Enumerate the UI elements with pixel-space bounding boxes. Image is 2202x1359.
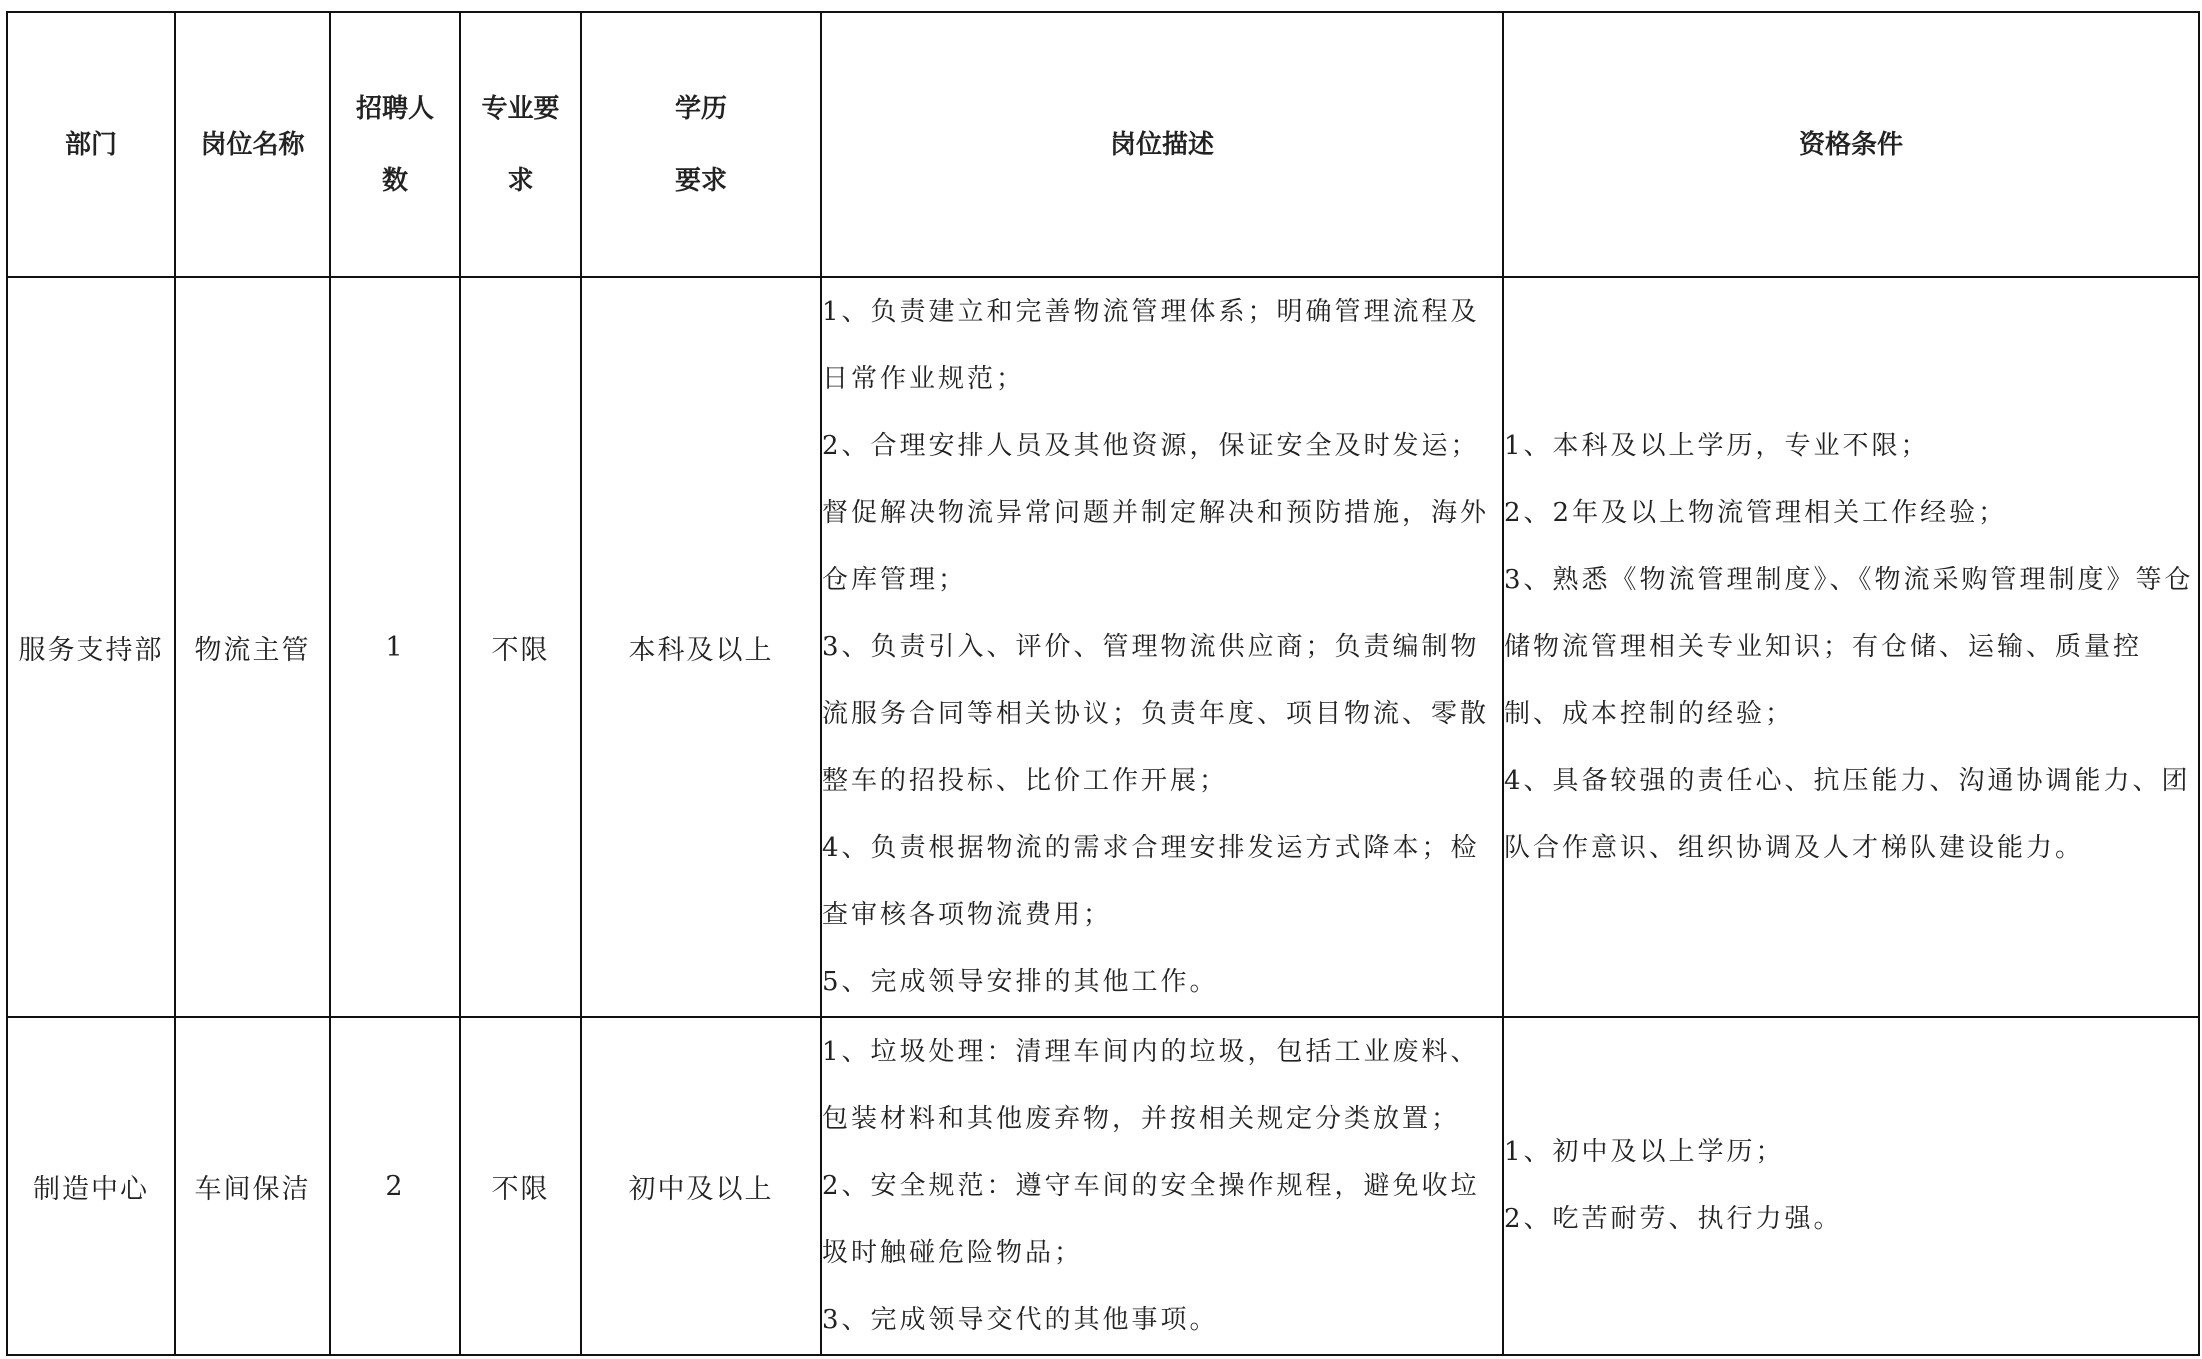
cell-count: 2: [330, 1017, 460, 1355]
description-item: 1、垃圾处理：清理车间内的垃圾，包括工业废料、包装材料和其他废弃物，并按相关规定分类放置；: [822, 1036, 1480, 1134]
cell-dept: 服务支持部: [7, 277, 175, 1017]
description-item: 5、完成领导安排的其他工作。: [822, 966, 1219, 997]
qualification-item: 2、2年及以上物流管理相关工作经验；: [1504, 497, 2008, 528]
header-position: 岗位名称: [175, 12, 330, 277]
qualification-item: 1、本科及以上学历，专业不限；: [1504, 430, 1930, 461]
cell-major: 不限: [460, 1017, 581, 1355]
header-count-line2: 数: [381, 165, 408, 196]
qualification-item: 3、熟悉《物流管理制度》、《物流采购管理制度》等仓储物流管理相关专业知识；有仓储、运输、质量控制、成本控制的经验；: [1504, 564, 2194, 729]
header-dept: 部门: [7, 12, 175, 277]
header-edu-line1: 学历: [674, 93, 727, 124]
header-major: [460, 12, 581, 277]
header-count: [330, 12, 460, 277]
header-major-line2: 求: [507, 165, 534, 196]
cell-major: 不限: [460, 277, 581, 1017]
cell-education: 初中及以上: [581, 1017, 821, 1355]
description-item: 3、完成领导交代的其他事项。: [822, 1304, 1219, 1335]
cell-qualifications: [1503, 277, 2199, 1017]
cell-count: 1: [330, 277, 460, 1017]
cell-description: [821, 277, 1503, 1017]
description-item: 1、负责建立和完善物流管理体系；明确管理流程及日常作业规范；: [822, 296, 1480, 394]
header-qualifications: 资格条件: [1503, 12, 2199, 277]
table-header-row: [7, 12, 2199, 277]
table-row: [7, 277, 2199, 1017]
description-item: 2、安全规范：遵守车间的安全操作规程，避免收垃圾时触碰危险物品；: [822, 1170, 1480, 1268]
qualification-item: 1、初中及以上学历；: [1504, 1137, 1785, 1167]
qualification-item: 2、吃苦耐劳、执行力强。: [1504, 1204, 1843, 1234]
header-count-line1: 招聘人: [355, 93, 434, 124]
cell-description: [821, 1017, 1503, 1355]
header-edu-line2: 要求: [674, 165, 727, 196]
cell-dept: 制造中心: [7, 1017, 175, 1355]
cell-qualifications: [1503, 1017, 2199, 1355]
table-row: [7, 1017, 2199, 1355]
description-item: 4、负责根据物流的需求合理安排发运方式降本；检查审核各项物流费用；: [822, 832, 1480, 930]
cell-position: 车间保洁: [175, 1017, 330, 1355]
header-major-line1: 专业要: [481, 93, 560, 124]
cell-education: 本科及以上: [581, 277, 821, 1017]
description-item: 3、负责引入、评价、管理物流供应商；负责编制物流服务合同等相关协议；负责年度、项目物流、零散整车的招投标、比价工作开展；: [822, 631, 1490, 796]
header-education: [581, 12, 821, 277]
recruitment-table: [6, 11, 2200, 1356]
header-description: 岗位描述: [821, 12, 1503, 277]
description-item: 2、合理安排人员及其他资源，保证安全及时发运；督促解决物流异常问题并制定解决和预防措施，海外仓库管理；: [822, 430, 1490, 595]
cell-position: 物流主管: [175, 277, 330, 1017]
qualification-item: 4、具备较强的责任心、抗压能力、沟通协调能力、团队合作意识、组织协调及人才梯队建设能力。: [1504, 765, 2191, 863]
